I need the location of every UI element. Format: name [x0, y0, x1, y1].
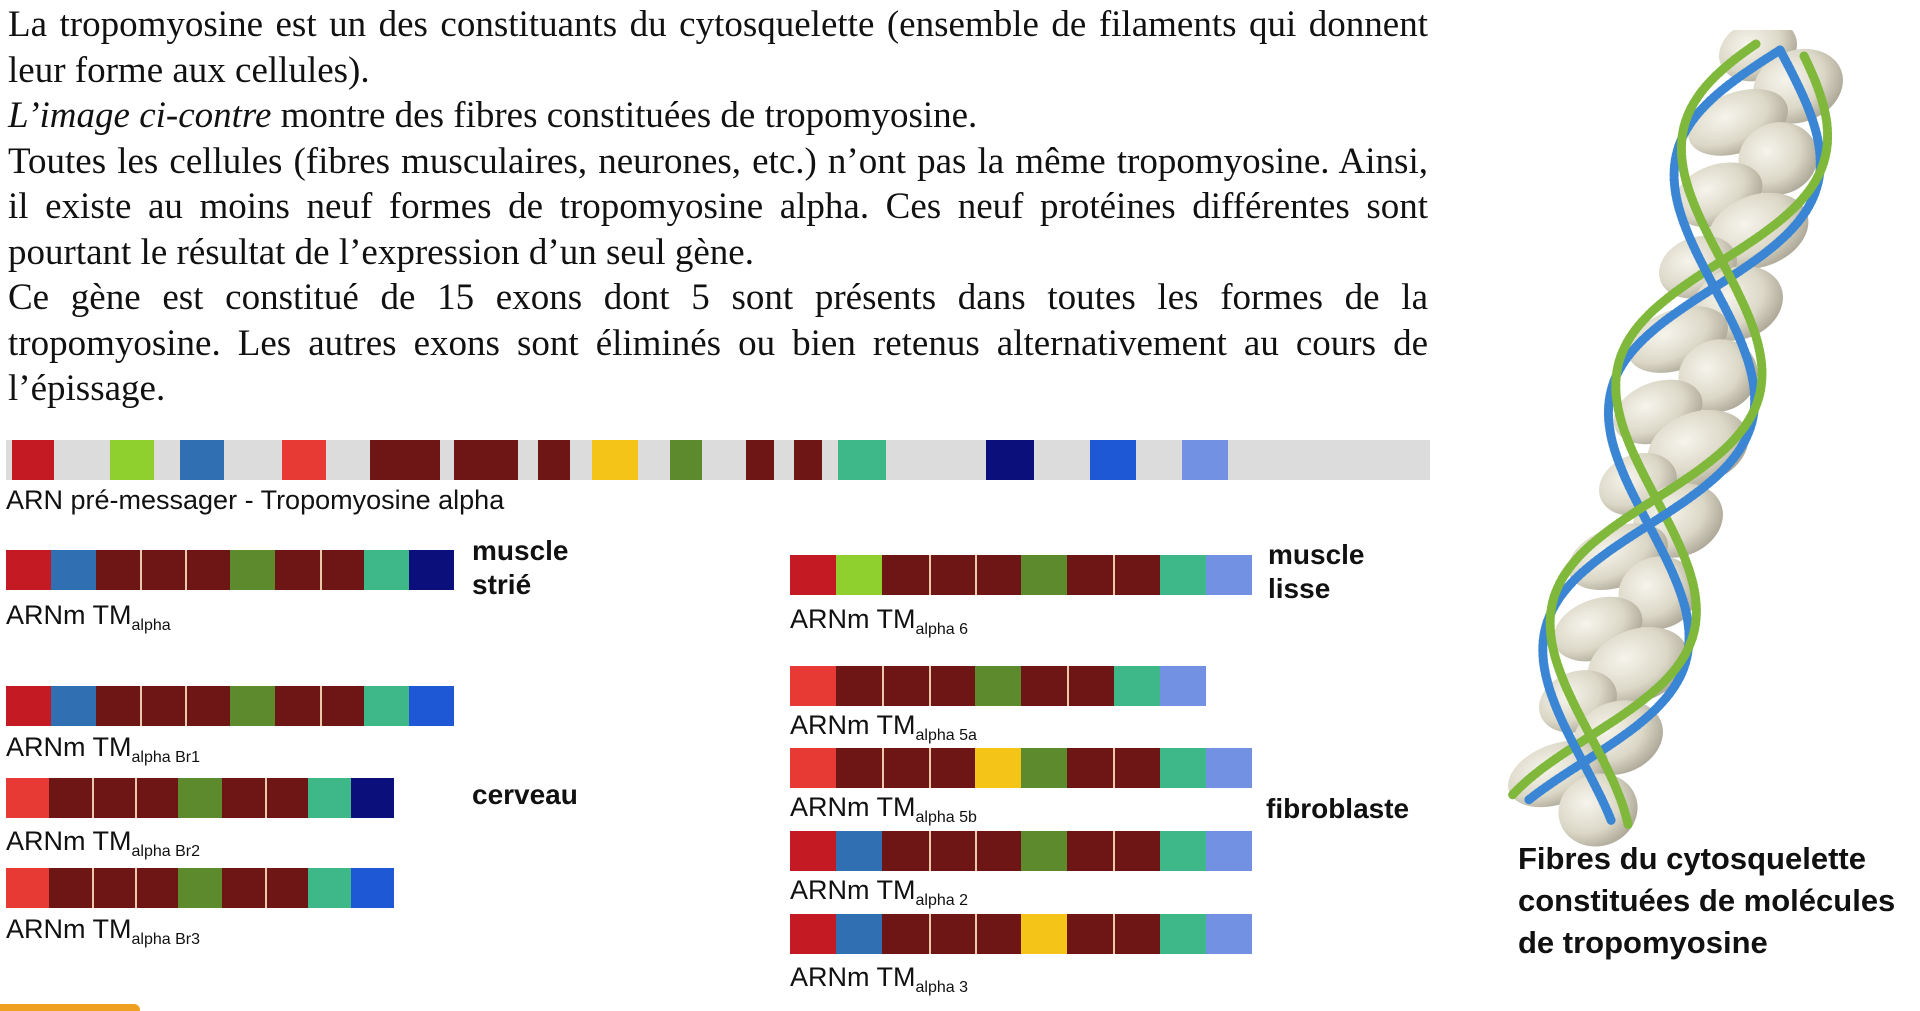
mrna-label-prefix: ARNm TM	[6, 914, 132, 944]
mrna-exon	[1160, 914, 1206, 954]
mrna-label-subscript: alpha 2	[915, 892, 968, 909]
intro-line-3	[8, 139, 1428, 276]
tissue-label-fibroblaste: fibroblaste	[1266, 793, 1410, 824]
pre-mrna-exon	[592, 440, 638, 480]
tissue-label-muscle-lisse: muscle lisse	[1268, 539, 1365, 604]
intro-line-2	[8, 93, 1428, 139]
pre-mrna-strip	[6, 440, 1430, 480]
tissue-label-cerveau: cerveau	[472, 779, 578, 810]
mrna-exon	[1021, 748, 1067, 788]
mrna-strip	[6, 778, 394, 818]
mrna-exon	[49, 868, 92, 908]
mrna-exon	[409, 686, 454, 726]
mrna-exon	[351, 778, 394, 818]
mrna-exon	[929, 914, 975, 954]
mrna-exon	[975, 831, 1021, 871]
mrna-label-subscript: alpha Br1	[131, 749, 200, 766]
pre-mrna-exon	[670, 440, 702, 480]
mrna-exon	[222, 778, 265, 818]
pre-mrna-exon	[838, 440, 886, 480]
mrna-exon	[135, 868, 178, 908]
mrna-exon	[140, 686, 185, 726]
mrna-label-prefix: ARNm TM	[6, 600, 132, 630]
mrna-exon	[882, 748, 928, 788]
pre-mrna-exon	[110, 440, 154, 480]
mrna-label-subscript: alpha 3	[915, 979, 968, 996]
mrna-label	[790, 962, 968, 997]
mrna-exon	[178, 778, 221, 818]
mrna-exon	[1067, 555, 1113, 595]
mrna-exon	[1021, 831, 1067, 871]
mrna-exon	[836, 555, 882, 595]
pre-mrna-exon	[1182, 440, 1228, 480]
mrna-label-prefix: ARNm TM	[790, 962, 916, 992]
intro-text-3: Toutes les cellules (fibres musculaires, neurones, etc.) n’ont pas la même tropomyosine. Ainsi, il existe au moins neuf formes de tropomyosine alpha. Ces neuf protéines différentes sont pourtant le résultat de l’expression d’un seul gène.	[8, 140, 1428, 273]
intro-text-1: La tropomyosine est un des constituants du cytosquelette (ensemble de filaments qui donnent leur forme aux cellules).	[8, 4, 1428, 91]
mrna-label	[790, 710, 977, 745]
mrna-exon	[96, 550, 141, 590]
mrna-exon	[351, 868, 394, 908]
mrna-exon	[6, 868, 49, 908]
mrna-exon	[230, 550, 275, 590]
pre-mrna-exon	[180, 440, 224, 480]
mrna-exon	[1021, 914, 1067, 954]
mrna-exon	[1160, 666, 1206, 706]
mrna-exon	[790, 666, 836, 706]
mrna-exon	[6, 550, 51, 590]
mrna-label-subscript: alpha 6	[915, 621, 968, 638]
mrna-exon	[6, 778, 49, 818]
mrna-label	[6, 732, 200, 767]
mrna-exon	[975, 748, 1021, 788]
mrna-exon	[135, 778, 178, 818]
mrna-exon	[320, 686, 365, 726]
mrna-exon	[1113, 914, 1159, 954]
mrna-exon	[222, 868, 265, 908]
mrna-exon	[1067, 666, 1113, 706]
mrna-exon	[975, 914, 1021, 954]
mrna-label	[6, 600, 171, 635]
pre-mrna-exon	[370, 440, 440, 480]
mrna-strip	[6, 868, 394, 908]
mrna-exon	[1067, 831, 1113, 871]
mrna-exon	[275, 550, 320, 590]
mrna-exon	[836, 666, 882, 706]
mrna-exon	[140, 550, 185, 590]
mrna-exon	[51, 686, 96, 726]
mrna-label	[790, 875, 968, 910]
mrna-exon	[882, 666, 928, 706]
mrna-exon	[790, 914, 836, 954]
pre-mrna-exon	[746, 440, 774, 480]
mrna-label-prefix: ARNm TM	[6, 732, 132, 762]
mrna-strip	[790, 831, 1252, 871]
mrna-exon	[409, 550, 454, 590]
mrna-exon	[92, 868, 135, 908]
mrna-strip	[790, 555, 1252, 595]
pre-mrna-label: ARN pré-messager - Tropomyosine alpha	[6, 485, 505, 515]
pre-mrna-exon	[454, 440, 518, 480]
mrna-exon	[308, 868, 351, 908]
mrna-label	[6, 914, 200, 949]
mrna-label-subscript: alpha 5a	[915, 727, 977, 744]
image-reference: L’image ci-contre	[8, 95, 272, 136]
mrna-exon	[882, 914, 928, 954]
mrna-label-subscript: alpha Br2	[131, 843, 200, 860]
mrna-strip	[790, 748, 1252, 788]
mrna-exon	[975, 666, 1021, 706]
intro-text-2: montre des fibres constituées de tropomyosine.	[271, 95, 978, 136]
mrna-label-subscript: alpha	[131, 617, 171, 634]
mrna-exon	[1206, 914, 1252, 954]
mrna-exon	[1160, 831, 1206, 871]
mrna-exon	[230, 686, 275, 726]
mrna-strip	[6, 550, 454, 590]
mrna-exon	[836, 748, 882, 788]
pre-mrna-exon	[794, 440, 822, 480]
pre-mrna-exon	[1090, 440, 1136, 480]
mrna-exon	[275, 686, 320, 726]
intro-line-1	[8, 2, 1428, 93]
mrna-label	[790, 792, 977, 827]
mrna-exon	[364, 686, 409, 726]
mrna-exon	[790, 748, 836, 788]
mrna-strip	[6, 686, 454, 726]
intro-text-4: Ce gène est constitué de 15 exons dont 5 sont présents dans toutes les formes de la tropomyosine. Les autres exons sont éliminés ou bien retenus alternativement au cours de l’épissage.	[8, 277, 1428, 409]
pre-mrna-exon	[12, 440, 54, 480]
mrna-exon	[1114, 666, 1160, 706]
mrna-exon	[882, 831, 928, 871]
figure-caption: Fibres du cytosquelette constituées de molécules de tropomyosine	[1518, 841, 1896, 960]
mrna-exon	[265, 778, 308, 818]
mrna-exon	[882, 555, 928, 595]
mrna-exon	[265, 868, 308, 908]
pre-mrna-exon	[282, 440, 326, 480]
mrna-exon	[96, 686, 141, 726]
mrna-exon	[1021, 666, 1067, 706]
mrna-exon	[320, 550, 365, 590]
tissue-label-muscle-strie: muscle strié	[472, 535, 569, 600]
mrna-label	[790, 604, 968, 639]
bottom-accent-bar	[0, 1004, 140, 1011]
mrna-strip	[790, 666, 1206, 706]
mrna-exon	[836, 914, 882, 954]
mrna-label-prefix: ARNm TM	[6, 826, 132, 856]
mrna-exon	[49, 778, 92, 818]
mrna-label	[6, 826, 200, 861]
mrna-exon	[929, 555, 975, 595]
mrna-label-subscript: alpha 5b	[915, 809, 977, 826]
mrna-exon	[1113, 555, 1159, 595]
mrna-label-prefix: ARNm TM	[790, 792, 916, 822]
mrna-exon	[975, 555, 1021, 595]
intro-paragraph	[8, 2, 1428, 412]
mrna-exon	[790, 555, 836, 595]
mrna-exon	[836, 831, 882, 871]
mrna-exon	[929, 666, 975, 706]
mrna-exon	[790, 831, 836, 871]
mrna-exon	[1206, 555, 1252, 595]
intro-line-4	[8, 275, 1428, 412]
mrna-exon	[1021, 555, 1067, 595]
mrna-exon	[6, 686, 51, 726]
mrna-exon	[1206, 748, 1252, 788]
mrna-exon	[1113, 748, 1159, 788]
mrna-exon	[929, 748, 975, 788]
mrna-exon	[1206, 831, 1252, 871]
mrna-strip	[790, 914, 1252, 954]
mrna-exon	[178, 868, 221, 908]
mrna-exon	[929, 831, 975, 871]
mrna-label-prefix: ARNm TM	[790, 710, 916, 740]
mrna-exon	[1113, 831, 1159, 871]
mrna-label-subscript: alpha Br3	[131, 931, 200, 948]
tropomyosin-fibre-illustration	[1460, 30, 1920, 850]
mrna-exon	[1067, 914, 1113, 954]
mrna-exon	[1160, 555, 1206, 595]
mrna-exon	[51, 550, 96, 590]
mrna-exon	[1067, 748, 1113, 788]
mrna-exon	[92, 778, 135, 818]
mrna-exon	[185, 550, 230, 590]
mrna-exon	[1160, 748, 1206, 788]
mrna-label-prefix: ARNm TM	[790, 604, 916, 634]
mrna-label-prefix: ARNm TM	[790, 875, 916, 905]
pre-mrna-exon	[986, 440, 1034, 480]
mrna-exon	[364, 550, 409, 590]
mrna-exon	[308, 778, 351, 818]
pre-mrna-exon	[538, 440, 570, 480]
mrna-exon	[185, 686, 230, 726]
